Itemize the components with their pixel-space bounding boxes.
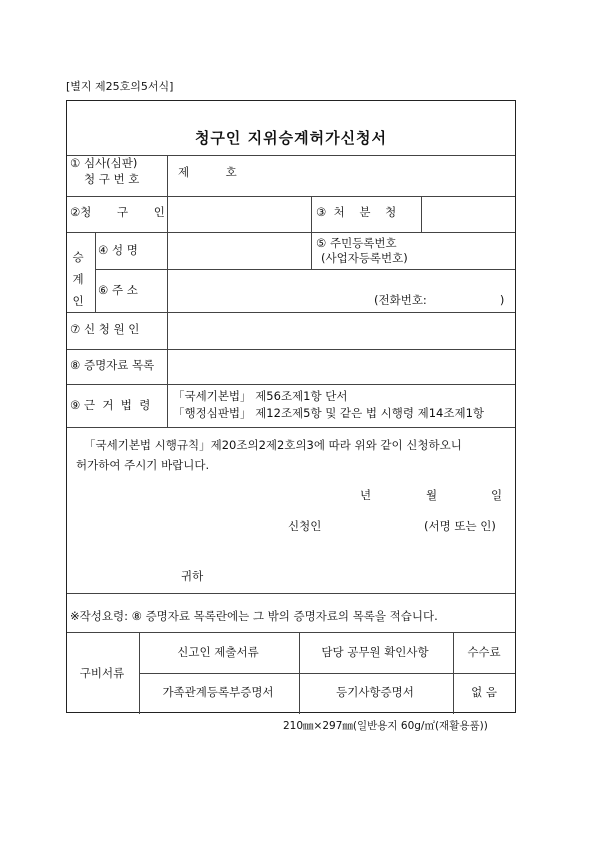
required-documents-label: 구비서류 <box>79 666 125 680</box>
evidence-label: ⑧ 증명자료 목록 <box>70 358 155 372</box>
divider <box>67 232 515 233</box>
divider <box>167 155 168 427</box>
reason-label: ⑦ 신 청 원 인 <box>70 322 140 336</box>
legal-basis-line: 「행정심판법」 제12조제5항 및 같은 법 시행령 제14조제1항 <box>173 406 485 420</box>
successor-label: 승 계 인 <box>72 250 84 308</box>
writing-instructions: ※작성요령: ⑧ 증명자료 목록란에는 그 밖의 증명자료의 목록을 적습니다. <box>70 609 438 623</box>
divider <box>421 196 422 232</box>
paper-spec: 210㎜×297㎜(일반용지 60g/㎡(재활용품)) <box>283 720 488 732</box>
divider <box>67 384 515 385</box>
divider <box>67 349 515 350</box>
official-check-header: 담당 공무원 확인사항 <box>321 645 429 659</box>
divider <box>67 312 515 313</box>
divider <box>67 593 515 594</box>
disposing-agency-label: ③ 처 분 청 <box>316 205 397 219</box>
divider <box>67 427 515 428</box>
legal-basis-line: 「국세기본법」 제56조제1항 단서 <box>173 389 348 403</box>
case-number-value: 제 호 <box>178 165 237 179</box>
submitter-doc: 가족관계등록부증명서 <box>162 685 274 699</box>
divider <box>139 673 515 674</box>
name-label: ④ 성 명 <box>98 243 138 257</box>
divider <box>95 232 96 312</box>
case-number-label: ① 심사(심판) <box>70 156 138 170</box>
statement-text: 허가하여 주시기 바랍니다. <box>76 458 210 472</box>
form-code: [별지 제25호의5서식] <box>66 80 174 93</box>
date-month: 월 <box>426 488 438 502</box>
form-title: 청구인 지위승계허가신청서 <box>194 129 388 147</box>
resident-number-label: ⑤ 주민등록번호 <box>316 236 397 250</box>
date-day: 일 <box>491 488 503 502</box>
divider <box>67 632 515 633</box>
legal-basis-label: ⑨ 근 거 법 령 <box>70 398 151 412</box>
business-number-label: (사업자등록번호) <box>321 251 408 265</box>
submitter-docs-header: 신고인 제출서류 <box>177 645 259 659</box>
addressee-label: 귀하 <box>181 569 204 583</box>
signature-label: (서명 또는 인) <box>424 519 496 533</box>
divider <box>67 196 515 197</box>
address-label: ⑥ 주 소 <box>98 283 138 297</box>
case-number-label: 청 구 번 호 <box>84 172 140 186</box>
statement-text: 「국세기본법 시행규칙」제20조의2제2호의3에 따라 위와 같이 신청하오니 <box>84 438 462 452</box>
fee-value: 없 음 <box>471 685 497 699</box>
date-year: 년 <box>360 488 372 502</box>
applicant-label: 신청인 <box>288 519 322 533</box>
official-doc: 등기사항증명서 <box>336 685 414 699</box>
divider <box>311 196 312 269</box>
phone-label: (전화번호: ) <box>374 293 505 307</box>
claimant-label: ②청 구 인 <box>70 205 165 219</box>
divider <box>95 269 515 270</box>
fee-header: 수수료 <box>467 645 501 659</box>
